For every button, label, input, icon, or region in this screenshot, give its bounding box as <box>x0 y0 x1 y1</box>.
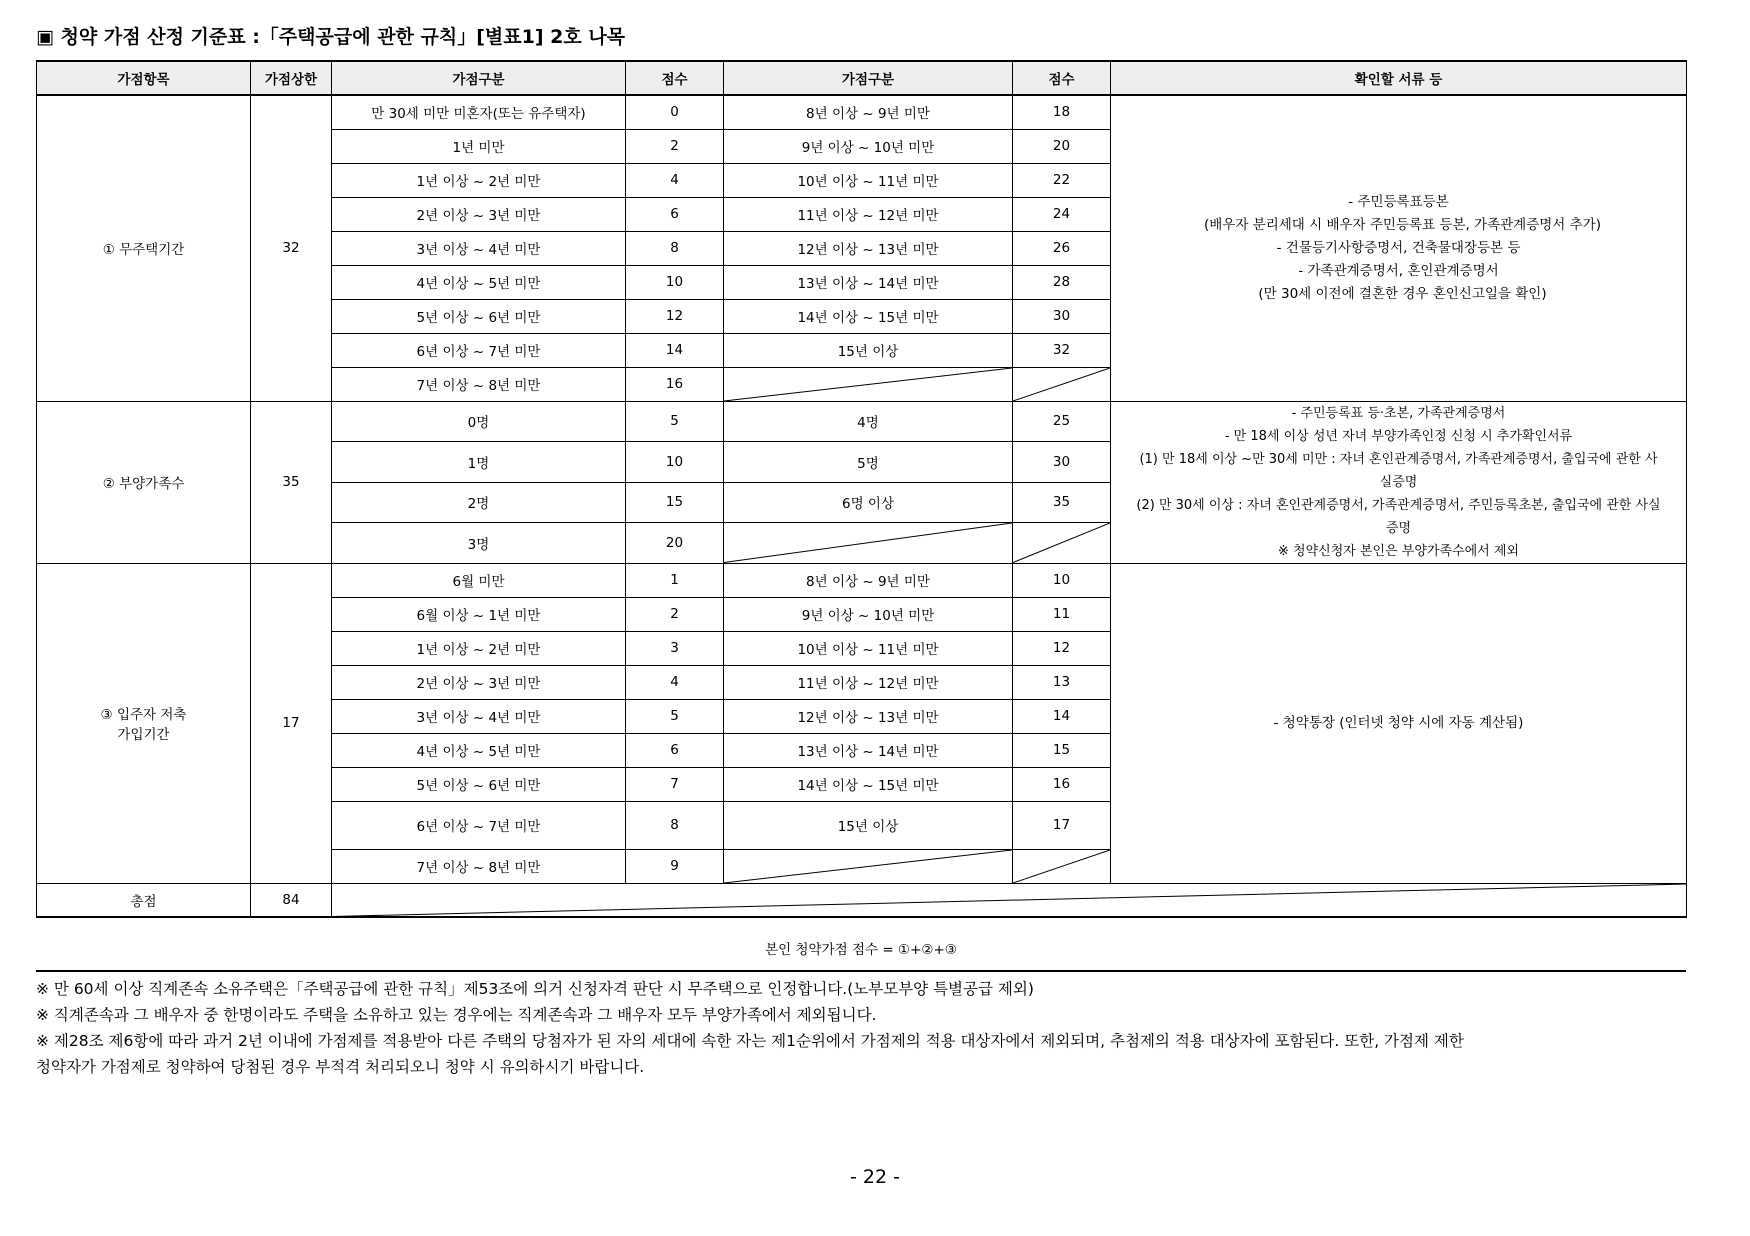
documents-no-house-period <box>1111 95 1687 401</box>
score-cell: 13 <box>1013 665 1111 699</box>
score-cell: 6 <box>626 733 724 767</box>
score-cell: 8 <box>626 801 724 849</box>
header-item: 가점항목 <box>37 61 251 95</box>
category-cell: 6월 이상 ~ 1년 미만 <box>332 597 626 631</box>
category-cell: 0명 <box>332 401 626 442</box>
item-no-house-period: ① 무주택기간 <box>37 95 251 401</box>
score-cell: 30 <box>1013 442 1111 483</box>
score-cell: 24 <box>1013 197 1111 231</box>
category-cell: 6월 미만 <box>332 563 626 597</box>
table-row <box>37 563 1687 597</box>
category-cell: 12년 이상 ~ 13년 미만 <box>724 231 1013 265</box>
category-cell: 10년 이상 ~ 11년 미만 <box>724 163 1013 197</box>
page-number: - 22 - <box>850 1166 900 1188</box>
category-cell: 3년 이상 ~ 4년 미만 <box>332 699 626 733</box>
empty-diagonal-cell <box>1013 523 1111 564</box>
documents-dependents <box>1111 401 1687 563</box>
doc-line: (만 30세 이전에 결혼한 경우 혼인신고일을 확인) <box>1258 285 1547 302</box>
category-cell: 11년 이상 ~ 12년 미만 <box>724 197 1013 231</box>
score-cell: 14 <box>626 333 724 367</box>
item-dependents: ② 부양가족수 <box>37 401 251 563</box>
doc-line: - 주민등록표등본 <box>1348 193 1449 210</box>
score-cell: 2 <box>626 597 724 631</box>
category-cell: 5명 <box>724 442 1013 483</box>
item-savings-period <box>37 563 251 883</box>
category-cell: 14년 이상 ~ 15년 미만 <box>724 767 1013 801</box>
score-cell: 5 <box>626 699 724 733</box>
category-cell: 15년 이상 <box>724 333 1013 367</box>
score-cell: 20 <box>626 523 724 564</box>
category-cell: 4년 이상 ~ 5년 미만 <box>332 265 626 299</box>
category-cell: 13년 이상 ~ 14년 미만 <box>724 733 1013 767</box>
score-cell: 3 <box>626 631 724 665</box>
empty-diagonal-cell <box>332 883 1687 917</box>
score-cell: 16 <box>1013 767 1111 801</box>
header-category-a: 가점구분 <box>332 61 626 95</box>
item-line: 가입기간 <box>117 727 170 743</box>
doc-line: ※ 청약신청자 본인은 부양가족수에서 제외 <box>1278 543 1519 559</box>
max-no-house-period: 32 <box>251 95 332 401</box>
score-cell: 8 <box>626 231 724 265</box>
score-cell: 16 <box>626 367 724 401</box>
footnote: ※ 만 60세 이상 직계존속 소유주택은「주택공급에 관한 규칙」제53조에 의거 신청자격 판단 시 무주택으로 인정합니다.(노부모부양 특별공급 제외) <box>36 980 1034 998</box>
max-dependents: 35 <box>251 401 332 563</box>
empty-diagonal-cell <box>1013 367 1111 401</box>
footnote: 청약자가 가점제로 청약하여 당첨된 경우 부적격 처리되오니 청약 시 유의하시기 바랍니다. <box>36 1058 645 1076</box>
score-table <box>36 60 1687 918</box>
doc-line: - 가족관계증명서, 혼인관계증명서 <box>1298 262 1499 279</box>
category-cell: 6명 이상 <box>724 482 1013 523</box>
score-cell: 28 <box>1013 265 1111 299</box>
score-cell: 18 <box>1013 95 1111 129</box>
category-cell: 2년 이상 ~ 3년 미만 <box>332 197 626 231</box>
category-cell: 7년 이상 ~ 8년 미만 <box>332 367 626 401</box>
score-cell: 6 <box>626 197 724 231</box>
doc-line: 실증명 <box>1379 474 1418 490</box>
total-label: 총점 <box>37 883 251 917</box>
table-row <box>37 401 1687 442</box>
score-cell: 2 <box>626 129 724 163</box>
category-cell: 1년 이상 ~ 2년 미만 <box>332 163 626 197</box>
score-cell: 10 <box>626 265 724 299</box>
doc-line: (배우자 분리세대 시 배우자 주민등록표 등본, 가족관계증명서 추가) <box>1204 216 1601 233</box>
score-cell: 25 <box>1013 401 1111 442</box>
score-cell: 10 <box>1013 563 1111 597</box>
category-cell: 8년 이상 ~ 9년 미만 <box>724 563 1013 597</box>
score-formula: 본인 청약가점 점수 = ①+②+③ <box>36 930 1686 972</box>
category-cell: 7년 이상 ~ 8년 미만 <box>332 849 626 883</box>
score-cell: 1 <box>626 563 724 597</box>
category-cell: 6년 이상 ~ 7년 미만 <box>332 333 626 367</box>
score-cell: 7 <box>626 767 724 801</box>
category-cell: 1년 이상 ~ 2년 미만 <box>332 631 626 665</box>
score-cell: 9 <box>626 849 724 883</box>
score-cell: 15 <box>1013 733 1111 767</box>
category-cell: 6년 이상 ~ 7년 미만 <box>332 801 626 849</box>
score-cell: 35 <box>1013 482 1111 523</box>
category-cell: 1년 미만 <box>332 129 626 163</box>
score-cell: 12 <box>626 299 724 333</box>
item-line: ③ 입주자 저축 <box>100 707 187 723</box>
category-cell: 4년 이상 ~ 5년 미만 <box>332 733 626 767</box>
score-cell: 14 <box>1013 699 1111 733</box>
empty-diagonal-cell <box>1013 849 1111 883</box>
header-max: 가점상한 <box>251 61 332 95</box>
category-cell: 3명 <box>332 523 626 564</box>
max-savings-period: 17 <box>251 563 332 883</box>
category-cell: 2명 <box>332 482 626 523</box>
page-title: ▣ 청약 가점 산정 기준표 :「주택공급에 관한 규칙」[별표1] 2호 나목 <box>36 26 626 48</box>
score-cell: 15 <box>626 482 724 523</box>
score-cell: 4 <box>626 163 724 197</box>
footnote: ※ 직계존속과 그 배우자 중 한명이라도 주택을 소유하고 있는 경우에는 직계존속과 그 배우자 모두 부양가족에서 제외됩니다. <box>36 1006 877 1024</box>
score-cell: 22 <box>1013 163 1111 197</box>
empty-diagonal-cell <box>724 523 1013 564</box>
doc-line: - 건물등기사항증명서, 건축물대장등본 등 <box>1276 239 1521 256</box>
footnote: ※ 제28조 제6항에 따라 과거 2년 이내에 가점제를 적용받아 다른 주택의 당첨자가 된 자의 세대에 속한 자는 제1순위에서 가점제의 적용 대상자에서 제외되며, 추첨제의 적용 대상자에 포함된다. 또한, 가점제 제한 <box>36 1032 1464 1050</box>
doc-line: - 청약통장 (인터넷 청약 시에 자동 계산됨) <box>1273 714 1524 731</box>
category-cell: 10년 이상 ~ 11년 미만 <box>724 631 1013 665</box>
documents-savings-period <box>1111 563 1687 883</box>
category-cell: 3년 이상 ~ 4년 미만 <box>332 231 626 265</box>
doc-line: (2) 만 30세 이상 : 자녀 혼인관계증명서, 가족관계증명서, 주민등록초본, 출입국에 관한 사실 <box>1136 497 1661 513</box>
score-cell: 0 <box>626 95 724 129</box>
score-cell: 11 <box>1013 597 1111 631</box>
score-cell: 30 <box>1013 299 1111 333</box>
category-cell: 1명 <box>332 442 626 483</box>
score-cell: 4 <box>626 665 724 699</box>
score-cell: 26 <box>1013 231 1111 265</box>
total-row <box>37 883 1687 917</box>
doc-line: - 만 18세 이상 성년 자녀 부양가족인정 신청 시 추가확인서류 <box>1224 428 1573 444</box>
empty-diagonal-cell <box>724 849 1013 883</box>
total-value: 84 <box>251 883 332 917</box>
footnotes <box>36 976 1696 1080</box>
header-documents: 확인할 서류 등 <box>1111 61 1687 95</box>
score-cell: 10 <box>626 442 724 483</box>
score-cell: 32 <box>1013 333 1111 367</box>
doc-line: (1) 만 18세 이상 ~만 30세 미만 : 자녀 혼인관계증명서, 가족관계증명서, 출입국에 관한 사 <box>1139 451 1658 467</box>
category-cell: 9년 이상 ~ 10년 미만 <box>724 597 1013 631</box>
category-cell: 11년 이상 ~ 12년 미만 <box>724 665 1013 699</box>
category-cell: 13년 이상 ~ 14년 미만 <box>724 265 1013 299</box>
doc-line: 증명 <box>1385 520 1412 536</box>
header-category-b: 가점구분 <box>724 61 1013 95</box>
category-cell: 2년 이상 ~ 3년 미만 <box>332 665 626 699</box>
category-cell: 14년 이상 ~ 15년 미만 <box>724 299 1013 333</box>
category-cell: 만 30세 미만 미혼자(또는 유주택자) <box>332 95 626 129</box>
category-cell: 8년 이상 ~ 9년 미만 <box>724 95 1013 129</box>
doc-line: - 주민등록표 등·초본, 가족관계증명서 <box>1291 405 1506 421</box>
category-cell: 5년 이상 ~ 6년 미만 <box>332 299 626 333</box>
category-cell: 4명 <box>724 401 1013 442</box>
table-row <box>37 95 1687 129</box>
score-cell: 5 <box>626 401 724 442</box>
category-cell: 15년 이상 <box>724 801 1013 849</box>
category-cell: 9년 이상 ~ 10년 미만 <box>724 129 1013 163</box>
header-score-b: 점수 <box>1013 61 1111 95</box>
empty-diagonal-cell <box>724 367 1013 401</box>
header-score-a: 점수 <box>626 61 724 95</box>
category-cell: 5년 이상 ~ 6년 미만 <box>332 767 626 801</box>
category-cell: 12년 이상 ~ 13년 미만 <box>724 699 1013 733</box>
score-cell: 17 <box>1013 801 1111 849</box>
score-table-wrapper <box>36 60 1686 918</box>
score-cell: 12 <box>1013 631 1111 665</box>
score-cell: 20 <box>1013 129 1111 163</box>
table-header-row <box>37 61 1687 95</box>
